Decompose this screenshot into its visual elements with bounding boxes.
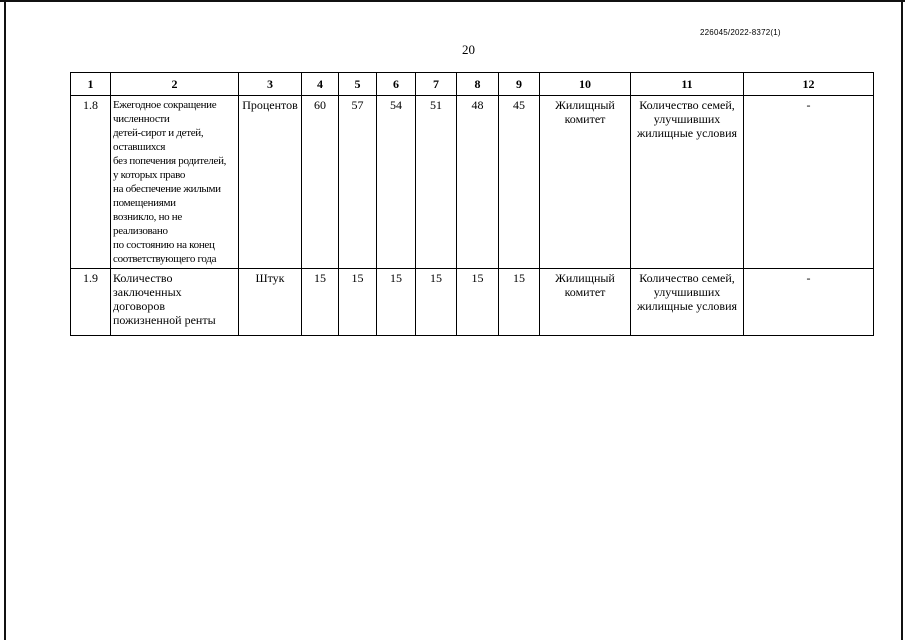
responsible-cell: Жилищный комитет <box>540 96 631 269</box>
indicators-table <box>70 72 874 336</box>
column-header: 10 <box>540 73 631 96</box>
column-header: 11 <box>631 73 744 96</box>
description-line: по состоянию на конец <box>113 239 215 251</box>
description-line: соответствующего года <box>113 253 217 265</box>
value-cell: 15 <box>416 269 457 336</box>
description-line: пожизненной ренты <box>113 313 216 327</box>
value-cell: 54 <box>377 96 416 269</box>
note-cell: - <box>744 269 874 336</box>
unit-cell: Штук <box>239 269 302 336</box>
table-header-row <box>71 73 874 96</box>
scan-border-top <box>0 0 905 2</box>
value-cell: 45 <box>499 96 540 269</box>
value-cell: 15 <box>377 269 416 336</box>
row-index: 1.8 <box>71 96 111 269</box>
indicator-cell: Количество семей, улучшивших жилищные условия <box>631 269 744 336</box>
description-line: заключенных <box>113 285 182 299</box>
value-cell: 51 <box>416 96 457 269</box>
column-header: 1 <box>71 73 111 96</box>
description-line: договоров <box>113 299 165 313</box>
column-header: 4 <box>302 73 339 96</box>
note-cell: - <box>744 96 874 269</box>
indicator-description <box>111 269 239 336</box>
scan-border-left <box>4 0 6 640</box>
column-header: 6 <box>377 73 416 96</box>
table-row <box>71 96 874 269</box>
value-cell: 15 <box>457 269 499 336</box>
document-id: 226045/2022-8372(1) <box>700 28 781 37</box>
description-line: Ежегодное сокращение <box>113 99 217 111</box>
page-number: 20 <box>462 42 475 57</box>
column-header: 9 <box>499 73 540 96</box>
value-cell: 15 <box>302 269 339 336</box>
responsible-cell: Жилищный комитет <box>540 269 631 336</box>
description-line: помещениями <box>113 197 176 209</box>
description-line: без попечения родителей, <box>113 155 227 167</box>
table-row <box>71 269 874 336</box>
description-line: реализовано <box>113 225 168 237</box>
column-header: 2 <box>111 73 239 96</box>
value-cell: 15 <box>339 269 377 336</box>
value-cell: 60 <box>302 96 339 269</box>
description-line: возникло, но не <box>113 211 182 223</box>
column-header: 7 <box>416 73 457 96</box>
value-cell: 15 <box>499 269 540 336</box>
description-line: у которых право <box>113 169 186 181</box>
column-header: 3 <box>239 73 302 96</box>
unit-cell: Процентов <box>239 96 302 269</box>
description-line: оставшихся <box>113 141 166 153</box>
row-index: 1.9 <box>71 269 111 336</box>
column-header: 12 <box>744 73 874 96</box>
value-cell: 48 <box>457 96 499 269</box>
indicator-cell: Количество семей, улучшивших жилищные условия <box>631 96 744 269</box>
description-line: численности <box>113 113 170 125</box>
value-cell: 57 <box>339 96 377 269</box>
scan-border-right <box>901 0 903 640</box>
indicator-description <box>111 96 239 269</box>
description-line: Количество <box>113 271 173 285</box>
description-line: на обеспечение жилыми <box>113 183 221 195</box>
column-header: 5 <box>339 73 377 96</box>
description-line: детей-сирот и детей, <box>113 127 204 139</box>
column-header: 8 <box>457 73 499 96</box>
